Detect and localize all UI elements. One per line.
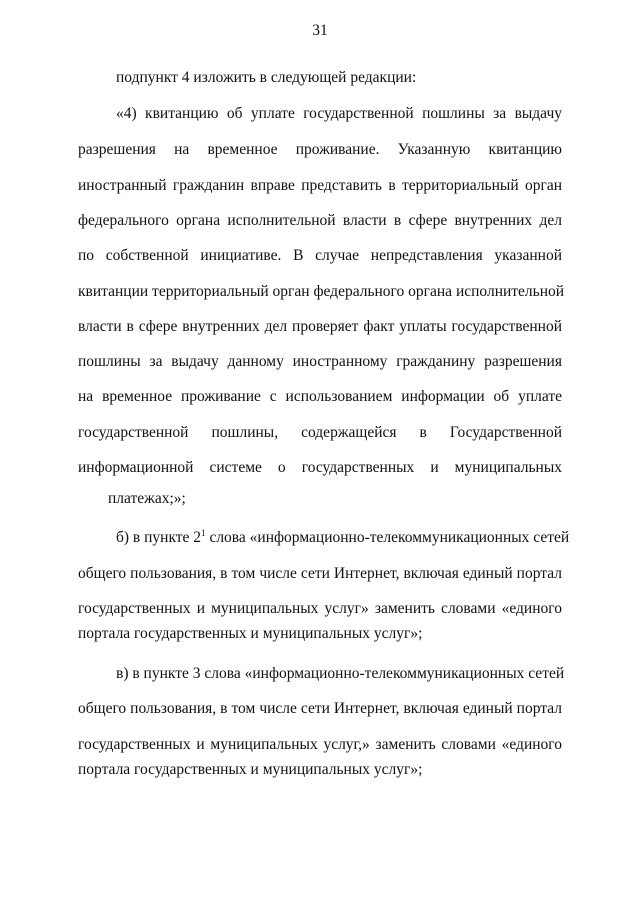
text-segment: б) в пункте 2 bbox=[116, 529, 202, 546]
text-line: квитанции территориальный орган федерального органа исполнительной bbox=[78, 283, 565, 300]
superscript: 1 bbox=[201, 528, 206, 538]
text-segment: слова «информационно-телекоммуникационных сетей bbox=[205, 529, 570, 546]
text-line bbox=[116, 528, 570, 548]
text-line: в) в пункте 3 слова «информационно-телекоммуникационных сетей bbox=[116, 665, 565, 682]
page-number: 31 bbox=[312, 22, 328, 39]
text-line: государственных и муниципальных услуг,» заменить словами «единого bbox=[78, 736, 562, 753]
text-line: портала государственных и муниципальных услуг»; bbox=[78, 761, 423, 778]
text-line: федерального органа исполнительной власти в сфере внутренних дел bbox=[78, 212, 562, 229]
text-line: общего пользования, в том числе сети Интернет, включая единый портал bbox=[78, 565, 562, 582]
text-line: пошлины за выдачу данному иностранному гражданину разрешения bbox=[78, 353, 562, 370]
text-line: общего пользования, в том числе сети Интернет, включая единый портал bbox=[78, 700, 562, 717]
text-line: портала государственных и муниципальных услуг»; bbox=[78, 625, 423, 642]
text-line: иностранный гражданин вправе представить в территориальный орган bbox=[78, 177, 562, 194]
text-line: информационной системе о государственных и муниципальных bbox=[78, 459, 562, 476]
text-line: государственных и муниципальных услуг» заменить словами «единого bbox=[78, 600, 562, 617]
text-line: государственной пошлины, содержащейся в Государственной bbox=[78, 424, 562, 441]
text-line: власти в сфере внутренних дел проверяет факт уплаты государственной bbox=[78, 318, 562, 335]
text-line: разрешения на временное проживание. Указанную квитанцию bbox=[78, 141, 562, 158]
text-line: подпункт 4 изложить в следующей редакции: bbox=[116, 69, 417, 86]
text-line: платежах;»; bbox=[108, 490, 186, 507]
text-line: «4) квитанцию об уплате государственной пошлины за выдачу bbox=[116, 105, 562, 122]
text-line: на временное проживание с использованием информации об уплате bbox=[78, 388, 562, 405]
text-line: по собственной инициативе. В случае непредставления указанной bbox=[78, 247, 562, 264]
